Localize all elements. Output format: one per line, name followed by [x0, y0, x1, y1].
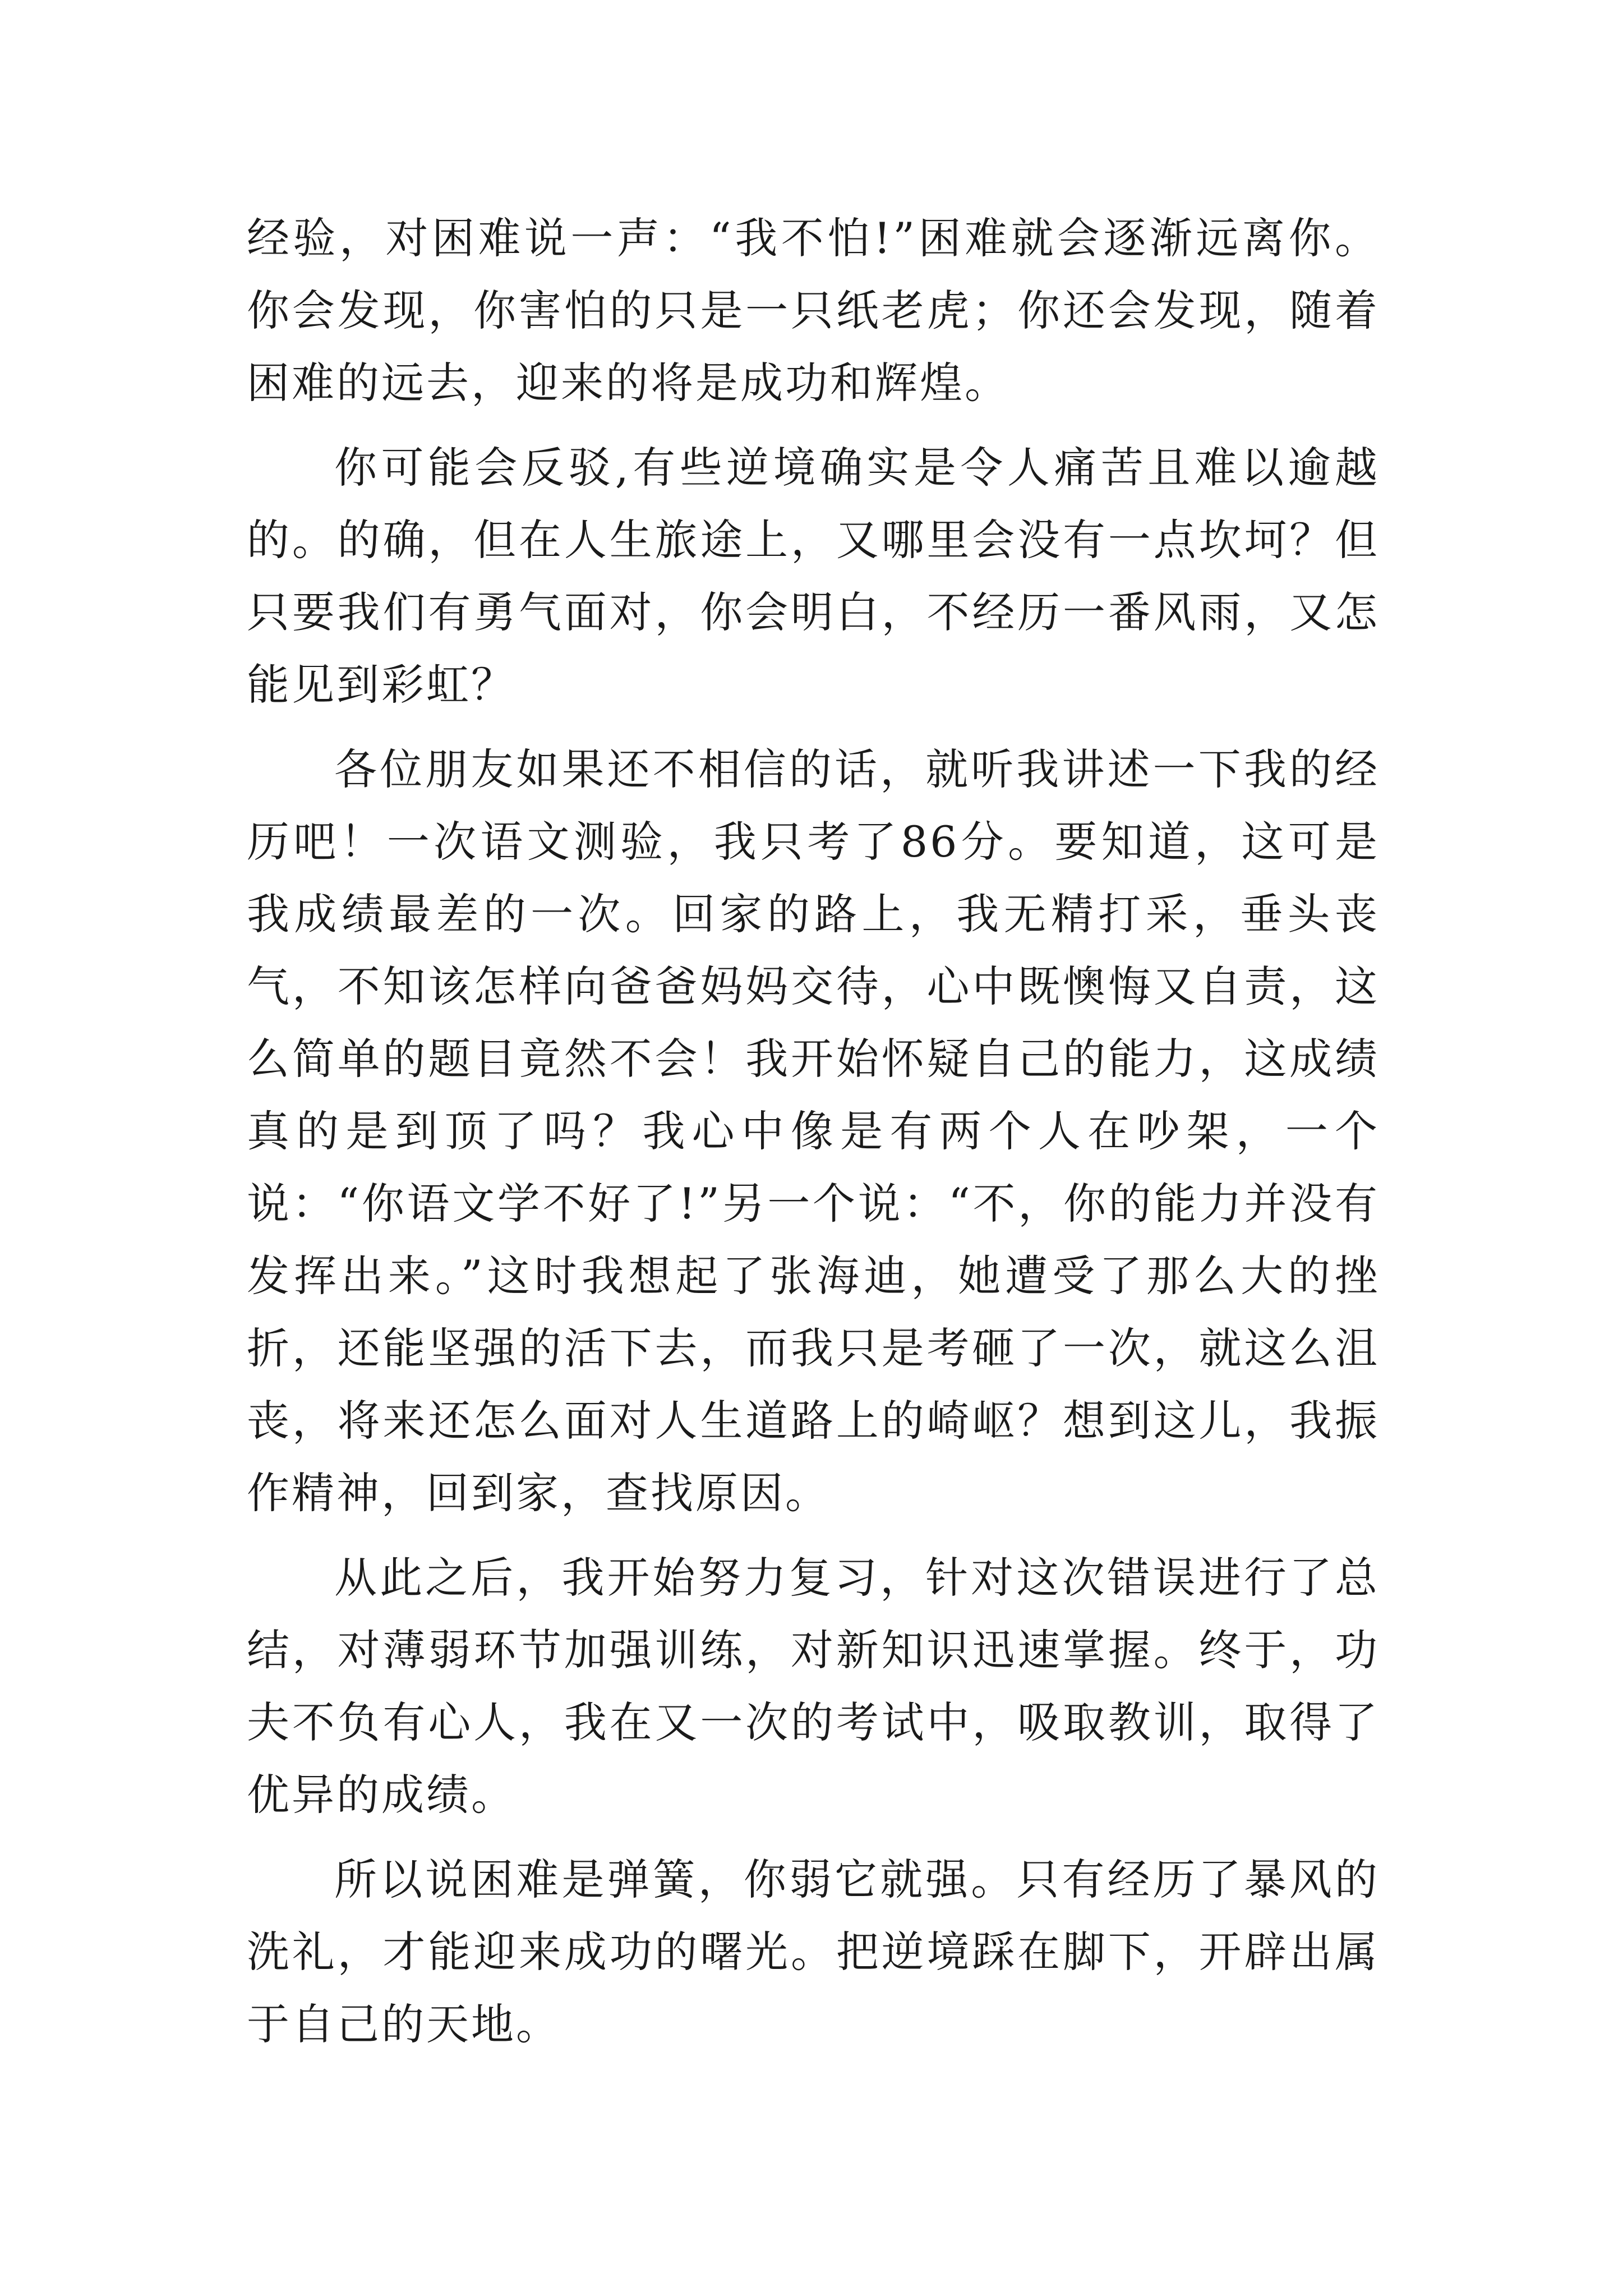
- paragraph-rebuttal: 你可能会反驳,有些逆境确实是令人痛苦且难以逾越的。的确，但在人生旅途上，又哪里会没有一点坎坷？但只要我们有勇气面对，你会明白，不经历一番风雨，又怎能见到彩虹？: [247, 443, 1380, 710]
- paragraph-conclusion: 所以说困难是弹簧，你弱它就强。只有经历了暴风的洗礼，才能迎来成功的曙光。把逆境踩在脚下，开辟出属于自己的天地。: [247, 1855, 1380, 2049]
- document-body: [247, 202, 1380, 2073]
- paragraph-continuation: 经验，对困难说一声：“我不怕!”困难就会逐渐远离你。你会发现，你害怕的只是一只纸老虎；你还会发现，随着困难的远去，迎来的将是成功和辉煌。: [247, 213, 1380, 408]
- paragraph-improvement: 从此之后，我开始努力复习，针对这次错误进行了总结，对薄弱环节加强训练，对新知识迅速掌握。终于，功夫不负有心人，我在又一次的考试中，吸取教训，取得了优异的成绩。: [247, 1553, 1380, 1820]
- paragraph-experience: 各位朋友如果还不相信的话，就听我讲述一下我的经历吧！一次语文测验，我只考了86分。要知道，这可是我成绩最差的一次。回家的路上，我无精打采，垂头丧气，不知该怎样向爸爸妈妈交待，心中既懊悔又自责，这么简单的题目竟然不会！我开始怀疑自己的能力，这成绩真的是到顶了吗？我心中像是有两个人在吵架，一个说：“你语文学不好了!”另一个说：“不，你的能力并没有发挥出来。”这时我想起了张海迪，她遭受了那么大的挫折，还能坚强的活下去，而我只是考砸了一次，就这么沮丧，将来还怎么面对人生道路上的崎岖？想到这儿，我振作精神，回到家，查找原因。: [247, 744, 1380, 1518]
